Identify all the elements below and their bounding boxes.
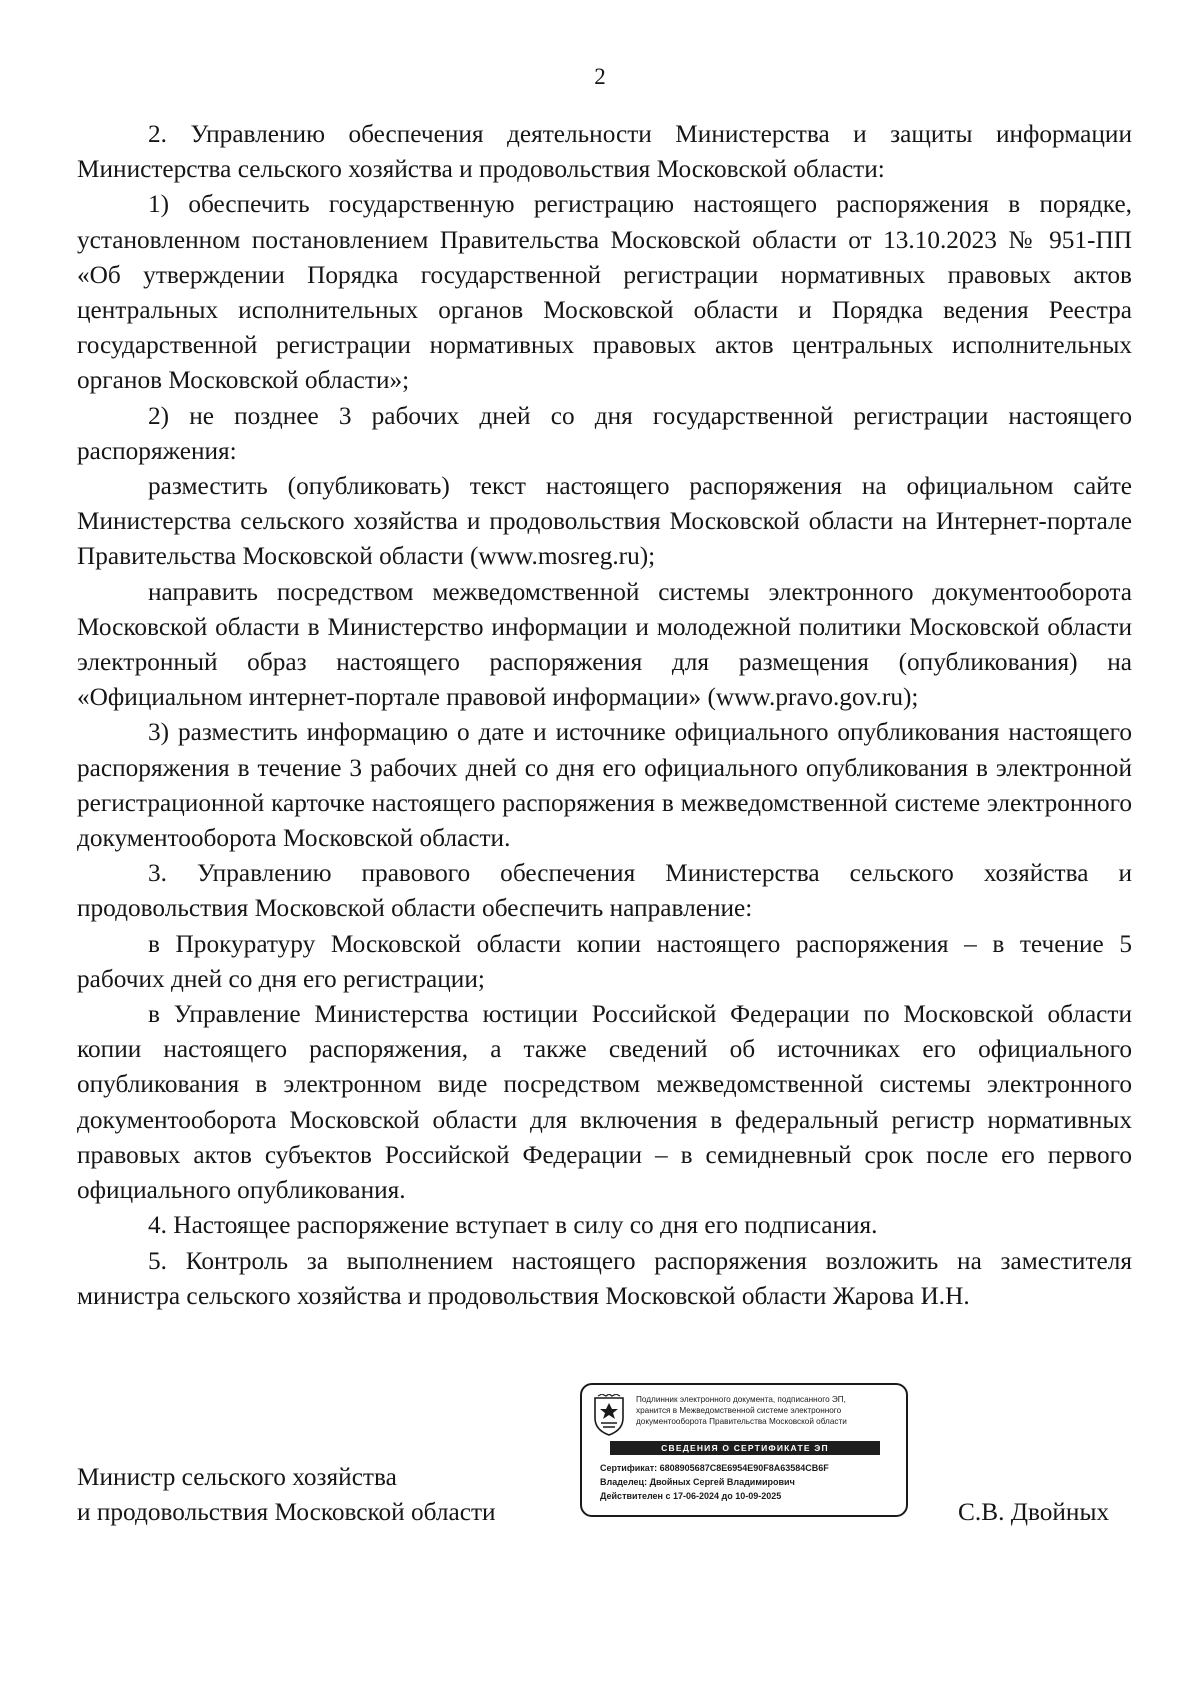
stamp-notice-line: документооборота Правительства Московской области: [636, 1417, 847, 1426]
paragraph-3-justice: в Управление Министерства юстиции Российской Федерации по Московской области копии настоящего распоряжения, а также сведений об источниках его официального опубликования в электронном виде посредством межведомственной системы электронного документооборота Московской области для включения в федеральный регистр нормативных правовых актов субъектов Российской Федерации – в семидневный срок после его первого официального опубликования.: [77, 1000, 1132, 1205]
stamp-certificate-validity: Действителен с 17-06-2024 до 10-09-2025: [600, 1491, 782, 1501]
signatory-position: [77, 1460, 496, 1530]
moscow-region-coat-of-arms-icon: [592, 1394, 626, 1436]
paragraph-4: 4. Настоящее распоряжение вступает в силу со дня его подписания.: [148, 1211, 878, 1240]
stamp-notice: [636, 1394, 904, 1427]
stamp-notice-line: Подлинник электронного документа, подписанного ЭП,: [636, 1395, 846, 1404]
stamp-notice-line: хранится в Межведомственной системе электронного: [636, 1406, 842, 1415]
signatory-position-line2: и продовольствия Московской области: [77, 1498, 496, 1526]
paragraph-2-3: 3) разместить информацию о дате и источнике официального опубликования настоящего распоряжения в течение 3 рабочих дней со дня его официального опубликования в электронной регистрационной карточке настоящего распоряжения в межведомственной системе электронного документооборота Московской области.: [77, 718, 1132, 853]
paragraph-3-prosecutor: в Прокуратуру Московской области копии настоящего распоряжения – в течение 5 рабочих дней со дня его регистрации;: [77, 929, 1132, 993]
stamp-certificate-number: Сертификат: 6808905687C8E6954E90F8A63584CB6F: [600, 1463, 829, 1473]
stamp-certificate-owner: Владелец: Двойных Сергей Владимирович: [600, 1477, 795, 1487]
document-body: [77, 117, 1132, 1314]
paragraph-2-2: 2) не позднее 3 рабочих дней со дня государственной регистрации настоящего распоряжения:: [77, 401, 1132, 465]
stamp-certificate-details: [600, 1461, 900, 1503]
paragraph-2-1: 1) обеспечить государственную регистрацию настоящего распоряжения в порядке, установленном постановлением Правительства Московской области от 13.10.2023 № 951-ПП «Об утверждении Порядка государственной регистрации нормативных правовых актов центральных исполнительных органов Московской области и Порядка ведения Реестра государственной регистрации нормативных правовых актов центральных исполнительных органов Московской области»;: [77, 190, 1132, 395]
stamp-certificate-header: СВЕДЕНИЯ О СЕРТИФИКАТЕ ЭП: [610, 1441, 880, 1455]
paragraph-2-2-publish: разместить (опубликовать) текст настоящего распоряжения на официальном сайте Министерства сельского хозяйства и продовольствия Московской области на Интернет-портале Правительства Московской области (www.mosreg.ru);: [77, 472, 1132, 571]
paragraph-2-2-send: направить посредством межведомственной системы электронного документооборота Московской области в Министерство информации и молодежной политики Московской области электронный образ настоящего распоряжения для размещения (опубликования) на «Официальном интернет-портале правовой информации» (www.pravo.gov.ru);: [77, 577, 1132, 712]
page-number: 2: [594, 64, 606, 89]
electronic-signature-stamp: [580, 1383, 908, 1517]
paragraph-3: 3. Управлению правового обеспечения Министерства сельского хозяйства и продовольствия Московской области обеспечить направление:: [77, 859, 1132, 923]
paragraph-2: 2. Управлению обеспечения деятельности Министерства и защиты информации Министерства сельского хозяйства и продовольствия Московской области:: [77, 120, 1132, 184]
paragraph-5: 5. Контроль за выполнением настоящего распоряжения возложить на заместителя министра сельского хозяйства и продовольствия Московской области Жарова И.Н.: [77, 1246, 1132, 1310]
signatory-position-line1: Министр сельского хозяйства: [77, 1463, 397, 1491]
signatory-name: С.В. Двойных: [958, 1498, 1110, 1526]
